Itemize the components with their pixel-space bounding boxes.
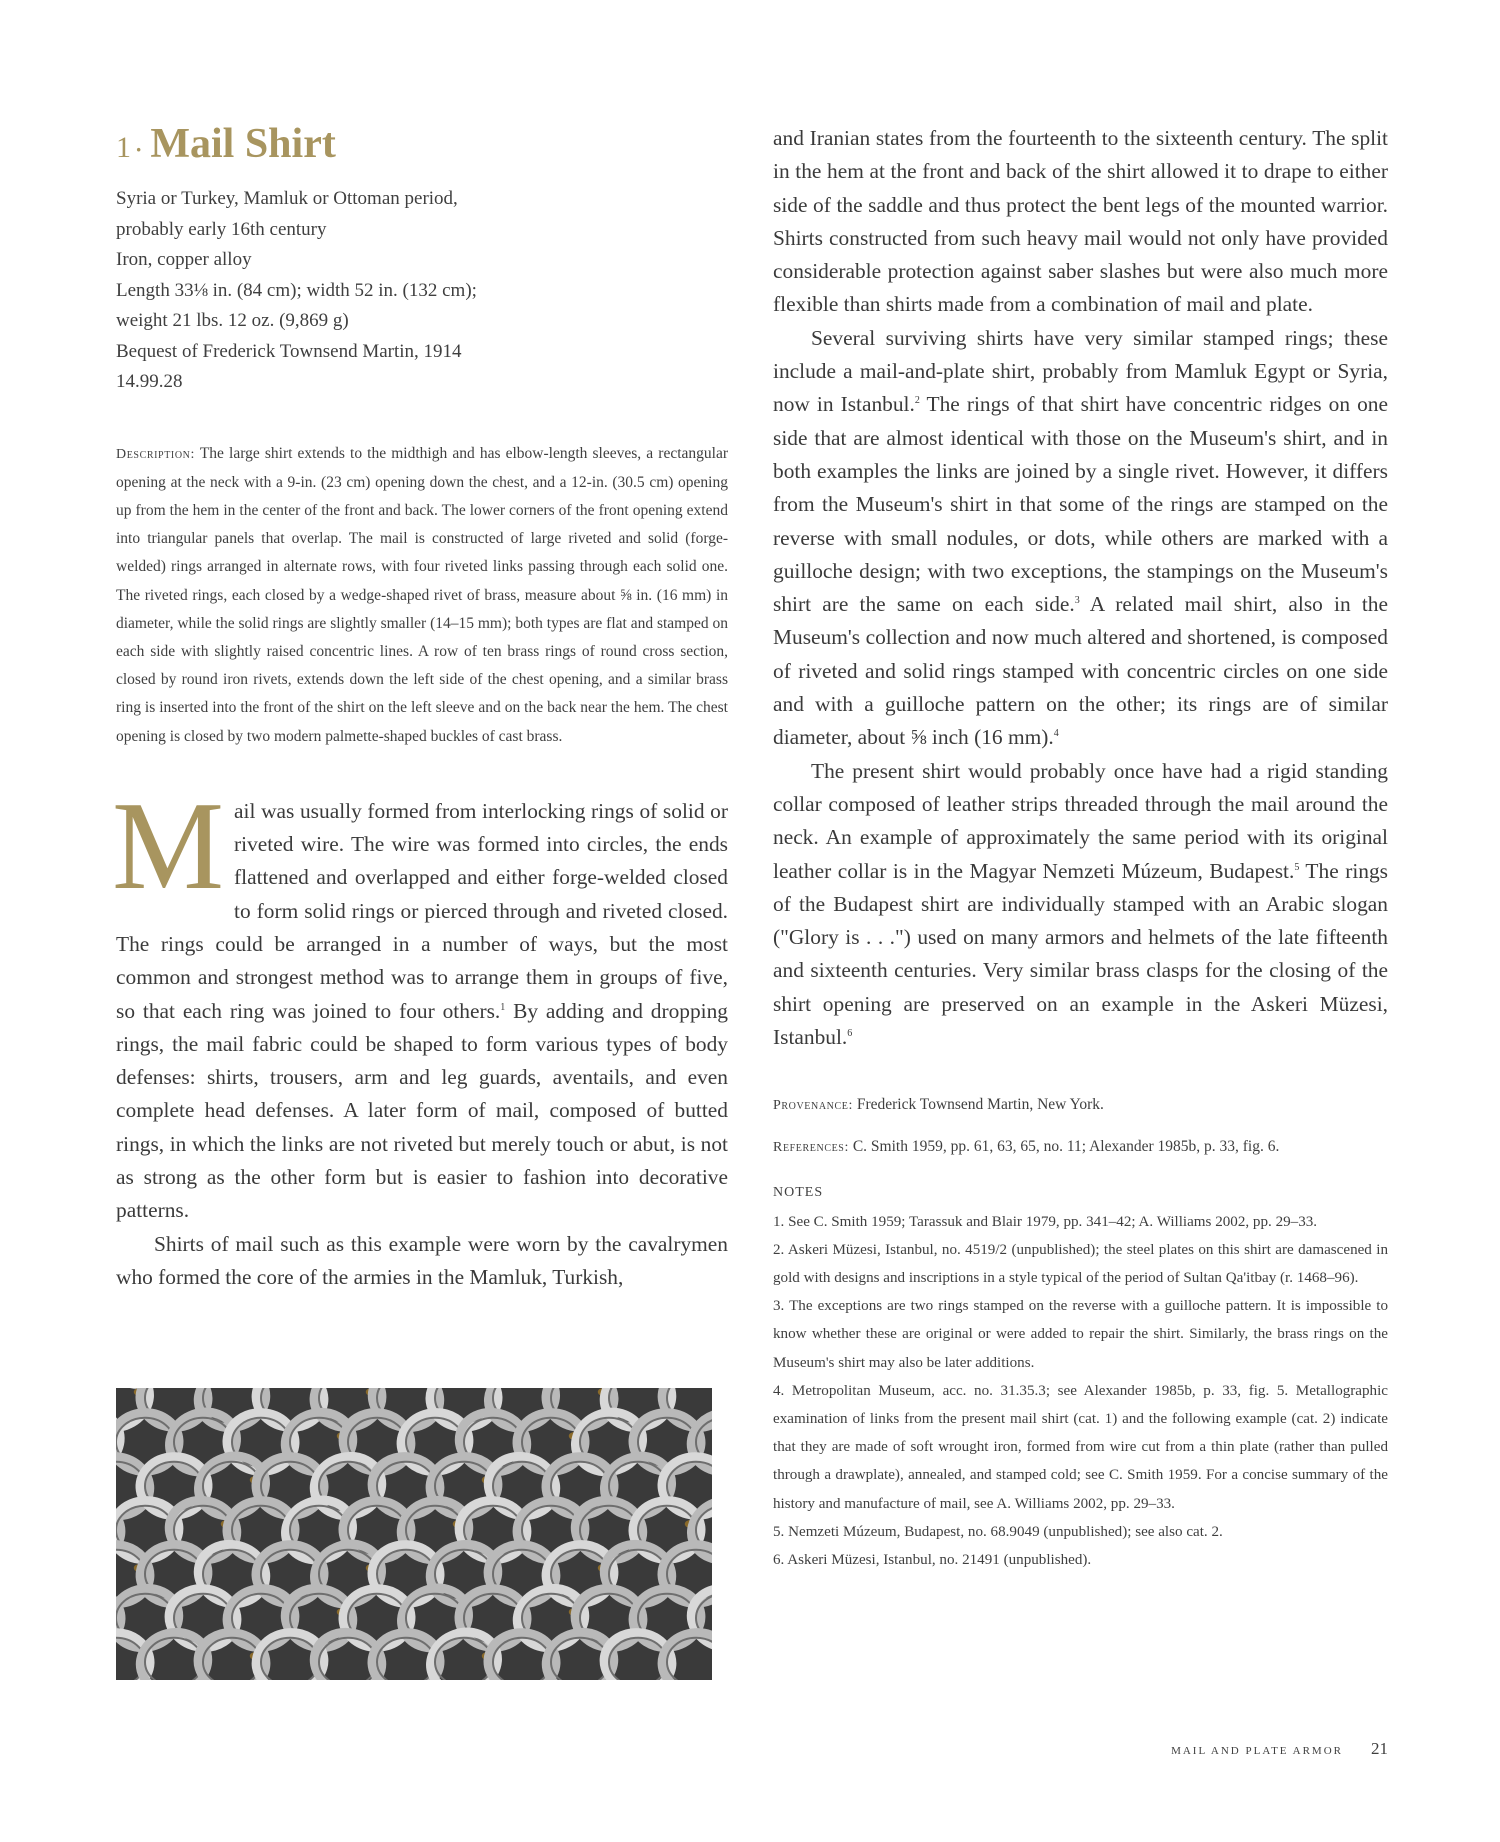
footnote-ref: 4 — [1053, 728, 1059, 740]
entry-number: 1 — [116, 131, 131, 164]
meta-line: Bequest of Frederick Townsend Martin, 1914 — [116, 340, 462, 362]
mail-detail-photo — [116, 1388, 712, 1680]
references — [773, 1136, 1388, 1159]
notes-heading: NOTES — [773, 1185, 824, 1201]
meta-line: probably early 16th century — [116, 218, 327, 240]
essay-paragraph: Mail was usually formed from interlocking rings of solid or riveted wire. The wire was formed into circles, the ends flattened and overlapped and either forge-welded closed to form solid rings or pierced through and riveted closed. The rings could be arranged in a number of ways, but the most common and strongest method was to arrange them in groups of five, so that each ring was joined to four others.$^1$ By adding and dropping rings, the mail fabric could be shaped to form various types of body defenses: shirts, trousers, arm and leg guards, aventails, and even complete head defenses. A later form of mail, composed of butted rings, in which the links are not riveted but merely touch or abut, is not as strong as the other form but is easier to fashion into decorative patterns. — [112, 776, 728, 1223]
essay-paragraph: Several surviving shirts have very similar stamped rings; these include a mail-and-plate shirt, probably from Mamluk Egypt or Syria, now in Istanbul.$^2$ The rings of that shirt have concentric ridges on one side that are almost identical with those on the Museum's shirt, and in both examples the links are joined by a single rivet. However, it differs from the Museum's shirt in that some of the rings are stamped on the reverse with small nodules, or dots, while others are marked with a guilloche design; with two exceptions, the stampings on the Museum's shirt are the same on each side.$^3$ A related mail shirt, also in the Museum's collection and now much altered and shortened, is composed of riveted and solid rings stamped with concentric circles on one side and with a guilloche pattern on the other; its rings are of similar diameter, about ⅝ inch (16 mm).$^4$ — [773, 325, 1388, 750]
description-text: The large shirt extends to the midthigh and has elbow-length sleeves, a rectangular opening at the neck with a 9-in. (23 cm) opening down the chest, and a 12-in. (30.5 cm) opening up from the hem in the center of the front and back. The lower corners of the front opening extend into triangular panels that overlap. The mail is constructed of large riveted and solid (forge-welded) rings arranged in alternate rows, with four riveted links passing through each solid one. The riveted rings, each closed by a wedge-shaped rivet of brass, measure about ⅝ in. (16 mm) in diameter, while the solid rings are slightly smaller (14–15 mm); both types are flat and stamped on each side with slightly raised concentric lines. A row of ten brass rings of round cross section, closed by round iron rivets, extends down the left side of the chest opening, and a similar brass ring is inserted into the front of the shirt on the left sleeve and on the back near the hem. The chest opening is closed by two modern palmette-shaped buckles of cast brass. — [116, 444, 728, 745]
footnote-ref: 5 — [1294, 861, 1300, 873]
essay-paragraph: The present shirt would probably once have had a rigid standing collar composed of leather strips threaded through the mail around the neck. An example of approximately the same period with its original leather collar is in the Magyar Nemzeti Múzeum, Budapest.$^5$ The rings of the Budapest shirt are individually stamped with an Arabic slogan ("Glory is . . .") used on many armors and helmets of the late fifteenth and sixteenth centuries. Very similar brass clasps for the closing of the shirt opening are preserved on an example in the Askeri Müzesi, Istanbul.$^6$ — [773, 758, 1388, 1050]
provenance-label: Provenance: — [773, 1098, 853, 1114]
provenance — [773, 1094, 1388, 1117]
meta-line: Syria or Turkey, Mamluk or Ottoman period, — [116, 188, 458, 209]
title-separator: · — [135, 137, 143, 162]
description-label: Description: — [116, 446, 195, 462]
meta-line: Iron, copper alloy — [116, 249, 252, 270]
object-metadata — [116, 184, 728, 398]
entry-name: Mail Shirt — [150, 121, 336, 167]
meta-line: weight 21 lbs. 12 oz. (9,869 g) — [116, 310, 349, 331]
notes-list — [773, 1208, 1388, 1575]
meta-line: Length 33⅛ in. (84 cm); width 52 in. (132 cm); — [116, 279, 477, 301]
footnote-ref: 1 — [500, 1001, 506, 1013]
footnote-ref: 6 — [847, 1027, 853, 1039]
right-column — [773, 122, 1388, 1574]
page-number: 21 — [1371, 1739, 1388, 1758]
left-column — [112, 120, 728, 1294]
essay-left — [112, 776, 728, 1294]
essay-right — [773, 122, 1388, 1054]
meta-line: 14.99.28 — [116, 371, 183, 392]
note-item: 3. The exceptions are two rings stamped on the reverse with a guilloche pattern. It is impossible to know whether these are original or were added to repair the shirt. Similarly, the brass rings on the Museum's shirt may also be later additions. — [773, 1298, 1388, 1371]
essay-paragraph: and Iranian states from the fourteenth to the sixteenth century. The split in the hem at the front and back of the shirt allowed it to drape to either side of the saddle and thus protect the bent legs of the mounted warrior. Shirts constructed from such heavy mail would not only have provided considerable protection against saber slashes but were also much more flexible than shirts made from a combination of mail and plate. — [773, 126, 1388, 317]
references-text: C. Smith 1959, pp. 61, 63, 65, no. 11; Alexander 1985b, p. 33, fig. 6. — [852, 1138, 1280, 1156]
note-item: 1. See C. Smith 1959; Tarassuk and Blair 1979, pp. 341–42; A. Williams 2002, pp. 29–33. — [773, 1213, 1318, 1230]
essay-paragraph: Shirts of mail such as this example were worn by the cavalrymen who formed the core of the armies in the Mamluk, Turkish, — [116, 1231, 728, 1289]
references-label: References: — [773, 1140, 849, 1156]
footnote-ref: 3 — [1074, 595, 1080, 607]
description-block — [116, 440, 728, 751]
note-item: 2. Askeri Müzesi, Istanbul, no. 4519/2 (unpublished); the steel plates on this shirt are damascened in gold with designs and inscriptions in a style typical of the period of Sultan Qa'itbay (r. 1468–96). — [773, 1241, 1388, 1286]
footnote-ref: 2 — [914, 395, 920, 407]
page-footer — [1171, 1739, 1388, 1759]
note-item: 6. Askeri Müzesi, Istanbul, no. 21491 (unpublished). — [773, 1551, 1092, 1568]
provenance-text: Frederick Townsend Martin, New York. — [856, 1096, 1104, 1114]
note-item: 5. Nemzeti Múzeum, Budapest, no. 68.9049 (unpublished); see also cat. 2. — [773, 1523, 1223, 1540]
entry-title — [116, 120, 728, 168]
drop-cap: M — [112, 776, 225, 916]
notes-section — [773, 1179, 1388, 1574]
running-head: MAIL AND PLATE ARMOR — [1171, 1745, 1343, 1757]
note-item: 4. Metropolitan Museum, acc. no. 31.35.3; see Alexander 1985b, p. 33, fig. 5. Metallographic examination of links from the present mail shirt (cat. 1) and the following example (cat. 2) indicate that they are made of soft wrought iron, formed from wire cut from a thin plate (rather than pulled through a drawplate), annealed, and stamped cold; see C. Smith 1959. For a concise summary of the history and manufacture of mail, see A. Williams 2002, pp. 29–33. — [773, 1382, 1388, 1512]
